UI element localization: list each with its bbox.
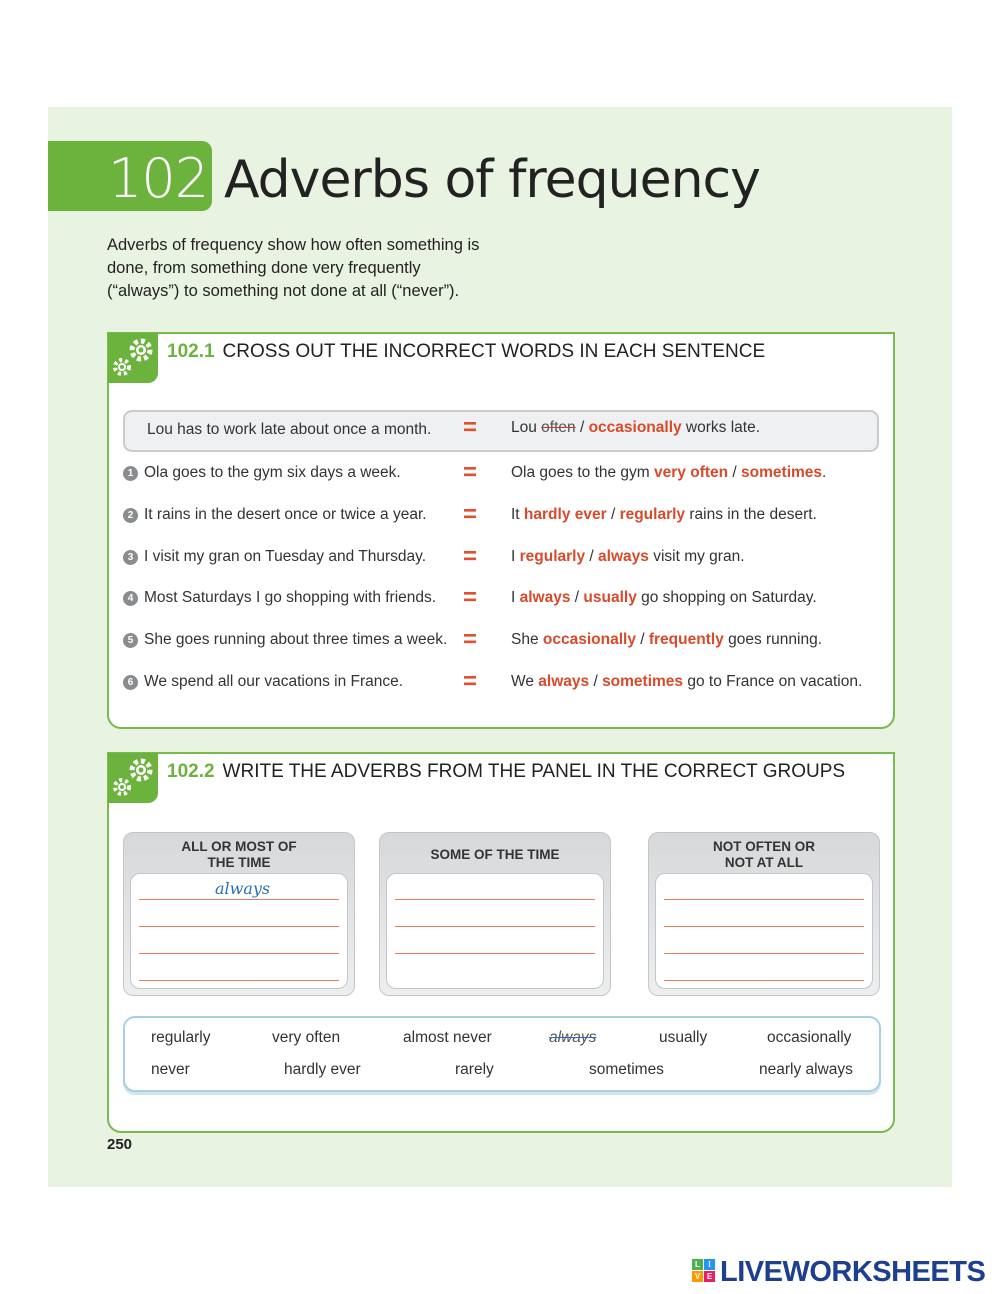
exercise-row (123, 455, 879, 493)
equals-sign: = (463, 542, 478, 570)
sentence-text: visit my gran. (648, 547, 745, 565)
exercise-1-title: CROSS OUT THE INCORRECT WORDS IN EACH SENTENCE (222, 341, 766, 362)
exercise-2-title: WRITE THE ADVERBS FROM THE PANEL IN THE CORRECT GROUPS (222, 761, 846, 782)
panel-word[interactable]: nearly always (759, 1061, 853, 1078)
sentence-text: . (822, 464, 827, 481)
row-right (511, 506, 817, 524)
option-separator: / (570, 589, 584, 607)
sentence-text: rains in the desert. (685, 505, 817, 523)
sentence-text: I (511, 589, 520, 607)
option-separator: / (606, 505, 620, 523)
answer-line[interactable] (664, 980, 864, 981)
option-separator: / (635, 631, 649, 649)
option-2[interactable]: always (598, 547, 649, 565)
row-left-sentence: It rains in the desert once or twice a year. (144, 505, 427, 523)
sentence-text: Ola goes to the gym (511, 464, 655, 481)
exercise-1-heading (167, 341, 765, 363)
row-right (511, 464, 826, 482)
panel-word-crossed[interactable]: always (549, 1029, 597, 1046)
row-right (511, 631, 822, 649)
panel-word[interactable]: very often (272, 1029, 341, 1046)
sentence-text: Lou (511, 419, 542, 436)
row-right (511, 673, 862, 691)
option-2[interactable]: sometimes (741, 464, 823, 481)
equals-sign: = (463, 500, 478, 528)
option-1[interactable]: hardly ever (523, 505, 607, 523)
answer-line[interactable] (395, 953, 595, 954)
sentence-text: We (511, 673, 539, 690)
answer-line[interactable] (664, 899, 864, 900)
exercise-row (123, 664, 879, 702)
panel-word[interactable]: usually (659, 1029, 708, 1046)
group-heading: ALL OR MOST OF THE TIME (181, 839, 297, 870)
row-left (123, 631, 447, 649)
answer-line[interactable] (139, 926, 339, 927)
row-left (123, 589, 436, 607)
panel-word[interactable]: hardly ever (284, 1061, 361, 1078)
equals-sign: = (463, 414, 478, 441)
group-not-often (648, 832, 880, 996)
exercise-2-number: 102.2 (167, 761, 215, 782)
row-right (511, 589, 817, 607)
panel-word[interactable]: occasionally (767, 1029, 852, 1046)
row-left (123, 464, 401, 482)
answer-line[interactable] (664, 926, 864, 927)
item-number-badge: 5 (123, 633, 138, 648)
row-left-sentence: We spend all our vacations in France. (144, 673, 404, 690)
exercise-row (123, 497, 879, 535)
panel-word[interactable]: rarely (455, 1061, 494, 1078)
panel-word[interactable]: sometimes (589, 1061, 664, 1078)
exercise-1-box (107, 332, 895, 729)
intro-text: Adverbs of frequency show how often something is done, from something done very frequently (“always”) to something not done at all (“never”). (107, 236, 480, 300)
row-left-sentence: She goes running about three times a week. (144, 631, 448, 649)
option-2[interactable]: regularly (619, 505, 686, 523)
word-panel (123, 1016, 881, 1092)
answer-line[interactable] (664, 953, 864, 954)
option-2[interactable]: sometimes (602, 673, 684, 690)
item-number-badge: 4 (123, 591, 138, 606)
option-1[interactable]: occasionally (542, 631, 636, 649)
example-row (123, 410, 879, 452)
exercise-2-heading (167, 761, 845, 783)
exercise-2-box (107, 752, 895, 1133)
option-1[interactable]: very often (654, 464, 729, 481)
exercise-1-number: 102.1 (167, 341, 215, 362)
group-answer-area (130, 873, 348, 989)
option-2[interactable]: usually (583, 589, 637, 607)
option-separator: / (728, 464, 742, 481)
answer-line[interactable] (395, 926, 595, 927)
group-all-or-most (123, 832, 355, 996)
exercise-row (123, 580, 879, 618)
option-separator: / (589, 673, 603, 690)
sentence-text: She (511, 631, 543, 649)
option-separator: / (585, 547, 599, 565)
sentence-text: goes running. (723, 631, 823, 649)
row-left-sentence: Ola goes to the gym six days a week. (144, 464, 401, 481)
group-answer-area (386, 873, 604, 989)
answer-line[interactable] (139, 980, 339, 981)
panel-word[interactable]: regularly (151, 1029, 211, 1046)
row-left (123, 506, 427, 524)
sentence-text: go shopping on Saturday. (636, 589, 817, 607)
equals-sign: = (463, 584, 478, 612)
option-1[interactable]: always (538, 673, 590, 690)
sentence-text: go to France on vacation. (683, 673, 863, 690)
unit-title: Adverbs of frequency (224, 150, 760, 210)
unit-number: 102 (108, 147, 209, 210)
option-crossed: often (541, 419, 576, 436)
answer-line[interactable] (395, 899, 595, 900)
item-number-badge: 1 (123, 466, 138, 481)
option-2[interactable]: frequently (648, 631, 724, 649)
item-number-badge: 3 (123, 550, 138, 565)
panel-word[interactable]: never (151, 1061, 190, 1078)
option-1[interactable]: always (519, 589, 571, 607)
row-right (511, 548, 745, 566)
option-separator: / (575, 419, 589, 436)
equals-sign: = (463, 626, 478, 654)
liveworksheets-logo: LIVEWORKSHEETS (720, 1256, 986, 1288)
item-number-badge: 2 (123, 508, 138, 523)
liveworksheets-logo-icon: L I V E (692, 1259, 716, 1283)
gear-icon (108, 333, 158, 383)
answer-line[interactable] (139, 899, 339, 900)
equals-sign: = (463, 668, 478, 695)
equals-sign: = (463, 459, 478, 486)
exercise-row (123, 622, 879, 660)
row-left-sentence: I visit my gran on Tuesday and Thursday. (144, 547, 427, 565)
group-some-of-the-time (379, 832, 611, 996)
gear-icon (108, 753, 158, 803)
panel-word[interactable]: almost never (403, 1029, 492, 1046)
answer-line[interactable] (139, 953, 339, 954)
sentence-text: It (511, 505, 524, 523)
handwritten-answer: always (215, 879, 271, 898)
row-left-sentence: Most Saturdays I go shopping with friends. (144, 589, 437, 607)
exercise-row (123, 539, 879, 577)
sentence-text: I (511, 547, 520, 565)
row-left (123, 673, 403, 691)
group-heading: NOT OFTEN OR NOT AT ALL (713, 839, 815, 870)
example-left: Lou has to work late about once a month. (147, 421, 432, 438)
page-number: 250 (107, 1136, 133, 1153)
item-number-badge: 6 (123, 675, 138, 690)
row-left (123, 548, 426, 566)
sentence-text: works late. (681, 419, 761, 436)
example-right (511, 419, 760, 437)
option-1[interactable]: regularly (519, 547, 586, 565)
group-answer-area (655, 873, 873, 989)
option-correct: occasionally (588, 419, 682, 436)
group-heading: SOME OF THE TIME (430, 847, 560, 862)
